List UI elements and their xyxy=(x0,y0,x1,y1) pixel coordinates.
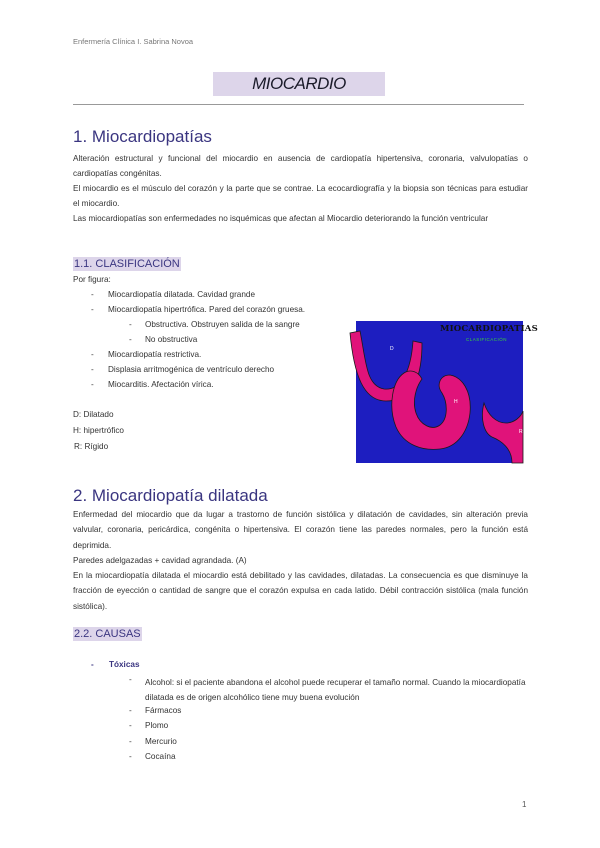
section-2-heading: 2. Miocardiopatía dilatada xyxy=(73,486,268,505)
section-2-paragraph-2: Paredes adelgazadas + cavidad agrandada. (A) xyxy=(73,556,247,565)
cause-item: Mercurio xyxy=(145,737,177,746)
bullet-dash: - xyxy=(129,752,132,761)
title-banner xyxy=(213,72,385,96)
alcohol-paragraph: Alcohol: si el paciente abandona el alcohol puede recuperar el tamaño normal. Cuando la miocardiopatía dilatada es de origen alcohólico tiene muy buena evolución xyxy=(145,678,526,703)
figure-label-h: H xyxy=(454,399,458,405)
heart-shapes-illustration xyxy=(356,321,523,463)
bullet-dash: - xyxy=(91,365,94,374)
hypertrophic-heart-shape xyxy=(392,371,470,449)
classification-subitem: Obstructiva. Obstruyen salida de la sangre xyxy=(145,320,300,329)
title-rule xyxy=(73,104,524,105)
bullet-dash: - xyxy=(129,706,132,715)
toxicas-heading: Tóxicas xyxy=(109,660,140,669)
legend-hipertrofico: H: hipertrófico xyxy=(73,426,124,435)
cause-item: Plomo xyxy=(145,721,169,730)
bullet-dash: - xyxy=(129,737,132,746)
figure-label-d: D xyxy=(390,346,394,352)
section-1-heading: 1. Miocardiopatías xyxy=(73,127,212,146)
section-1-paragraph-3: Las miocardiopatías son enfermedades no isquémicas que afectan al Miocardio deteriorando la función ventricular xyxy=(73,214,489,223)
page-number: 1 xyxy=(522,800,527,809)
bullet-dash: - xyxy=(91,290,94,299)
page-title: MIOCARDIO xyxy=(252,74,346,93)
cardiomyopathy-figure xyxy=(356,321,538,463)
running-header: Enfermería Clínica I. Sabrina Novoa xyxy=(73,37,194,46)
bullet-dash: - xyxy=(129,320,132,329)
bullet-dash: - xyxy=(91,350,94,359)
bullet-dash: - xyxy=(129,721,132,730)
bullet-dash: - xyxy=(91,380,94,389)
legend-rigido: R: Rígido xyxy=(74,442,109,451)
figure-label-r: R xyxy=(519,429,523,435)
classification-item: Displasia arritmogénica de ventrículo derecho xyxy=(108,365,275,374)
classification-item: Miocardiopatía hipertrófica. Pared del corazón gruesa. xyxy=(108,305,306,314)
section-1-paragraph-1: Alteración estructural y funcional del miocardio en ausencia de cardiopatía hipertensiva, coronaria, valvulopatías o cardiopatías congénitas. xyxy=(73,154,528,179)
bullet-dash: - xyxy=(129,335,132,344)
legend-dilatado: D: Dilatado xyxy=(73,410,114,419)
cause-item: Cocaína xyxy=(145,752,176,761)
restrictive-heart-shape xyxy=(482,403,523,463)
figure-title: MIOCARDIOPATIAS xyxy=(440,324,538,334)
section-1-1-heading-text: 1.1. CLASIFICACIÓN xyxy=(74,258,180,270)
classification-subitem: No obstructiva xyxy=(145,335,198,344)
classification-item: Miocardiopatía restrictiva. xyxy=(108,350,202,359)
section-1-1-heading xyxy=(73,258,181,270)
classification-item: Miocarditis. Afectación vírica. xyxy=(108,380,214,389)
section-2-paragraph-1: Enfermedad del miocardio que da lugar a trastorno de función sistólica y dilatación de cavidades, sin alteración previa valvular, coronaria, pericárdica, congénita o hipertensiva. El corazón tiene las paredes normales, pero la función está deprimida. xyxy=(73,510,528,550)
section-2-paragraph-3: En la miocardiopatía dilatada el miocardio está debilitado y las cavidades, dilatadas. La consecuencia es que disminuye la fracción de eyección o cantidad de sangre que el corazón expulsa en cada latido. Débil contracción sistólica (mala función sistólica). xyxy=(73,571,528,611)
bullet-dash: - xyxy=(129,675,132,684)
bullet-dash: - xyxy=(91,305,94,314)
section-2-2-heading xyxy=(73,628,142,640)
cause-item: Fármacos xyxy=(145,706,182,715)
classification-intro: Por figura: xyxy=(73,275,111,284)
section-2-2-heading-text: 2.2. CAUSAS xyxy=(74,628,141,640)
bullet-dash: - xyxy=(91,660,94,669)
classification-item: Miocardiopatía dilatada. Cavidad grande xyxy=(108,290,256,299)
section-1-paragraph-2: El miocardio es el músculo del corazón y la parte que se contrae. La ecocardiografía y la biopsia son técnicas para estudiar el miocardio. xyxy=(73,184,528,209)
figure-subtitle: CLASIFICACIÓN xyxy=(466,337,508,342)
